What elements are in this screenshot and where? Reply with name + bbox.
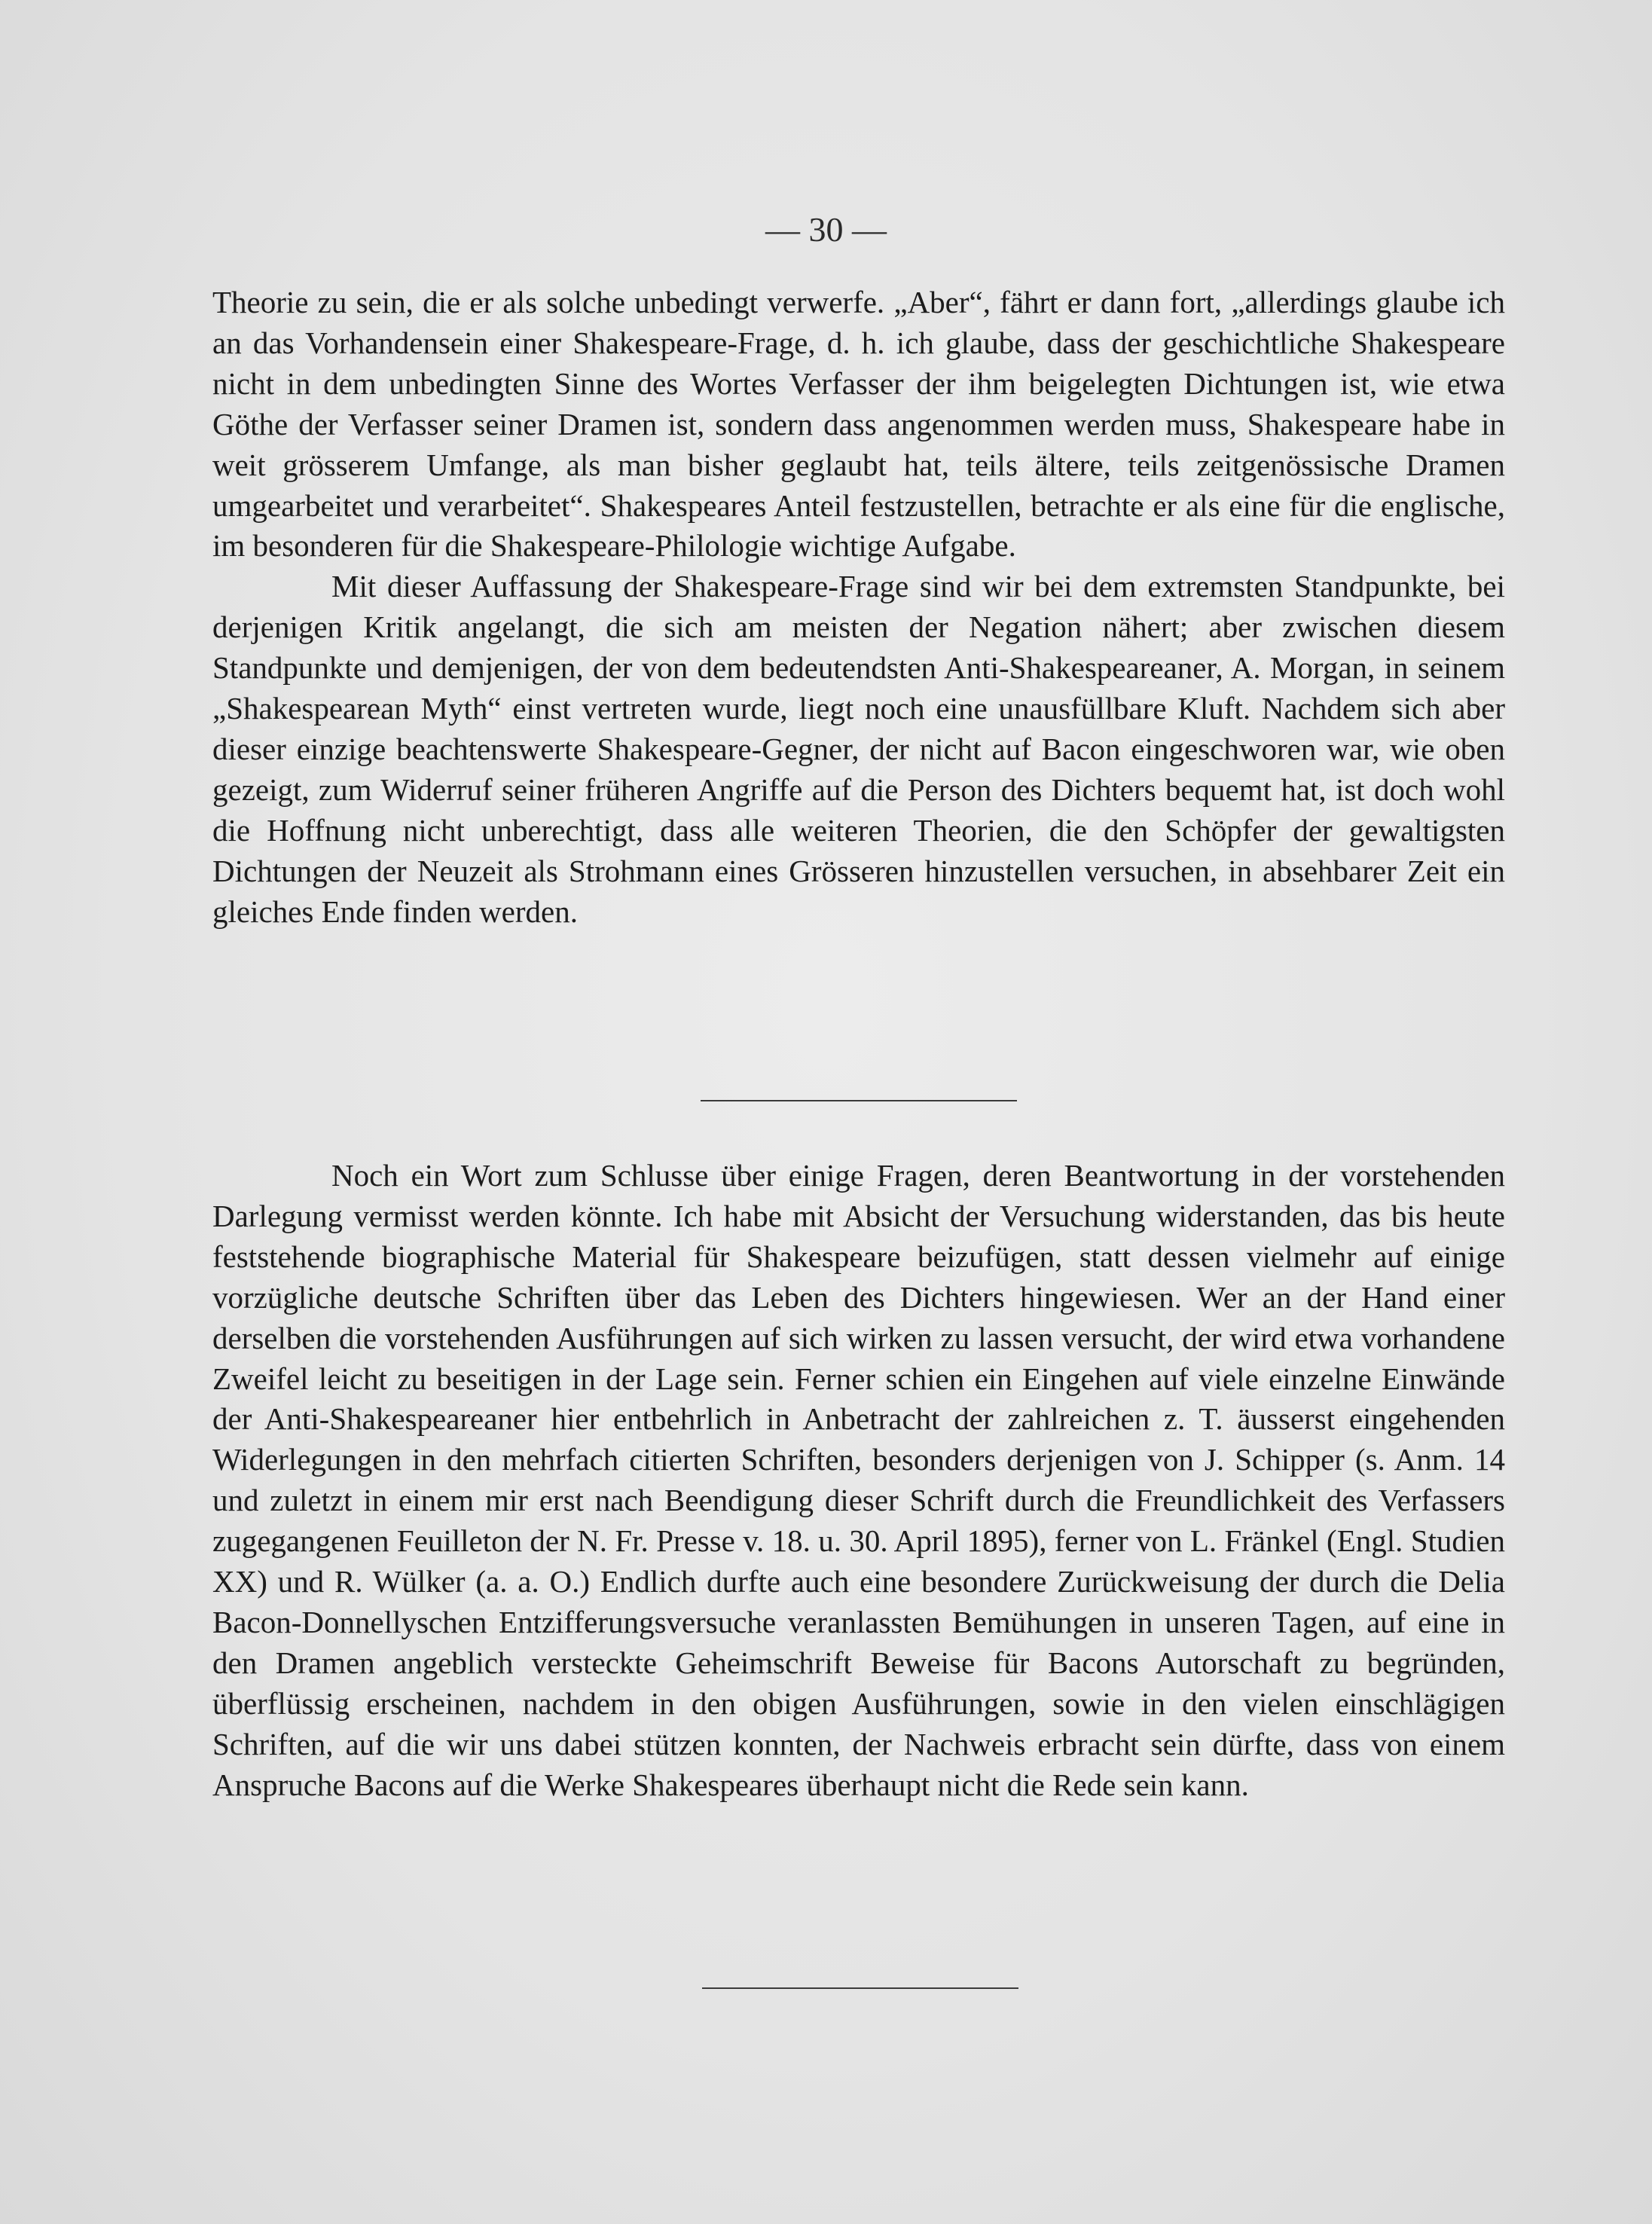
section-2 <box>212 1156 1505 1806</box>
paragraph-continuation: Theorie zu sein, die er als solche unbedingt verwerfe. „Aber“, fährt er dann fort, „allerdings glaube ich an das Vorhandensein einer Shakespeare-Frage, d. h. ich glaube, dass der geschichtliche Shakespeare nicht in dem unbedingten Sinne des Wortes Verfasser der ihm beigelegten Dichtungen ist, wie etwa Göthe der Verfasser seiner Dramen ist, sondern dass angenommen werden muss, Shakespeare habe in weit grösserem Umfange, als man bisher geglaubt hat, teils ältere, teils zeitgenössische Dramen umgearbeitet und verarbeitet“. Shakespeares Anteil festzustellen, betrachte er als eine für die englische, im besonderen für die Shakespeare-Philologie wichtige Aufgabe. <box>212 285 1505 564</box>
paragraph: Mit dieser Auffassung der Shakespeare-Frage sind wir bei dem extremsten Standpunkte, bei derjenigen Kritik angelangt, die sich am meisten der Negation nähert; aber zwischen diesem Standpunkte und demjenigen, der von dem bedeutendsten Anti-Shakespeareaner, A. Morgan, in seinem „Shakespearean Myth“ einst vertreten wurde, liegt noch eine unausfüllbare Kluft. Nachdem sich aber dieser einzige beachtenswerte Shakespeare-Gegner, der nicht auf Bacon eingeschworen war, wie oben gezeigt, zum Widerruf seiner früheren Angriffe auf die Person des Dichters bequemt hat, ist doch wohl die Hoffnung nicht unberechtigt, dass alle weiteren Theorien, die den Schöpfer der gewaltigsten Dichtungen der Neuzeit als Strohmann eines Grösseren hinzustellen versuchen, in absehbarer Zeit ein gleiches Ende finden werden. <box>212 569 1505 929</box>
page-number: — 30 — <box>765 210 887 249</box>
section-divider <box>701 1100 1017 1101</box>
paragraph: Noch ein Wort zum Schlusse über einige Fragen, deren Beantwortung in der vorstehenden Darlegung vermisst werden könnte. Ich habe mit Absicht der Versuchung widerstanden, das bis heute feststehende biographische Material für Shakespeare beizufügen, statt dessen vielmehr auf einige vorzügliche deutsche Schriften über das Leben des Dichters hingewiesen. Wer an der Hand einer derselben die vorstehenden Ausführungen auf sich wirken zu lassen versucht, der wird etwa vorhandene Zweifel leicht zu beseitigen in der Lage sein. Ferner schien ein Eingehen auf viele einzelne Einwände der Anti-Shakespeareaner hier entbehrlich in Anbetracht der zahlreichen z. T. äusserst eingehenden Widerlegungen in den mehrfach citierten Schriften, besonders derjenigen von J. Schipper (s. Anm. 14 und zuletzt in einem mir erst nach Beendigung dieser Schrift durch die Freundlichkeit des Verfassers zugegangenen Feuilleton der N. Fr. Presse v. 18. u. 30. April 1895), ferner von L. Fränkel (Engl. Studien XX) und R. Wülker (a. a. O.) Endlich durfte auch eine besondere Zurückweisung der durch die Delia Bacon-Donnellyschen Entzifferungsversuche veranlassten Bemühungen in unseren Tagen, auf eine in den Dramen angeblich versteckte Geheimschrift Beweise für Bacons Autorschaft zu begründen, überflüssig erscheinen, nachdem in den obigen Ausführungen, sowie in den vielen einschlägigen Schriften, auf die wir uns dabei stützen konnten, der Nachweis erbracht sein dürfte, dass von einem Anspruche Bacons auf die Werke Shakespeares überhaupt nicht die Rede sein kann. <box>212 1158 1505 1802</box>
section-1 <box>212 283 1505 933</box>
end-divider <box>702 1987 1018 1989</box>
